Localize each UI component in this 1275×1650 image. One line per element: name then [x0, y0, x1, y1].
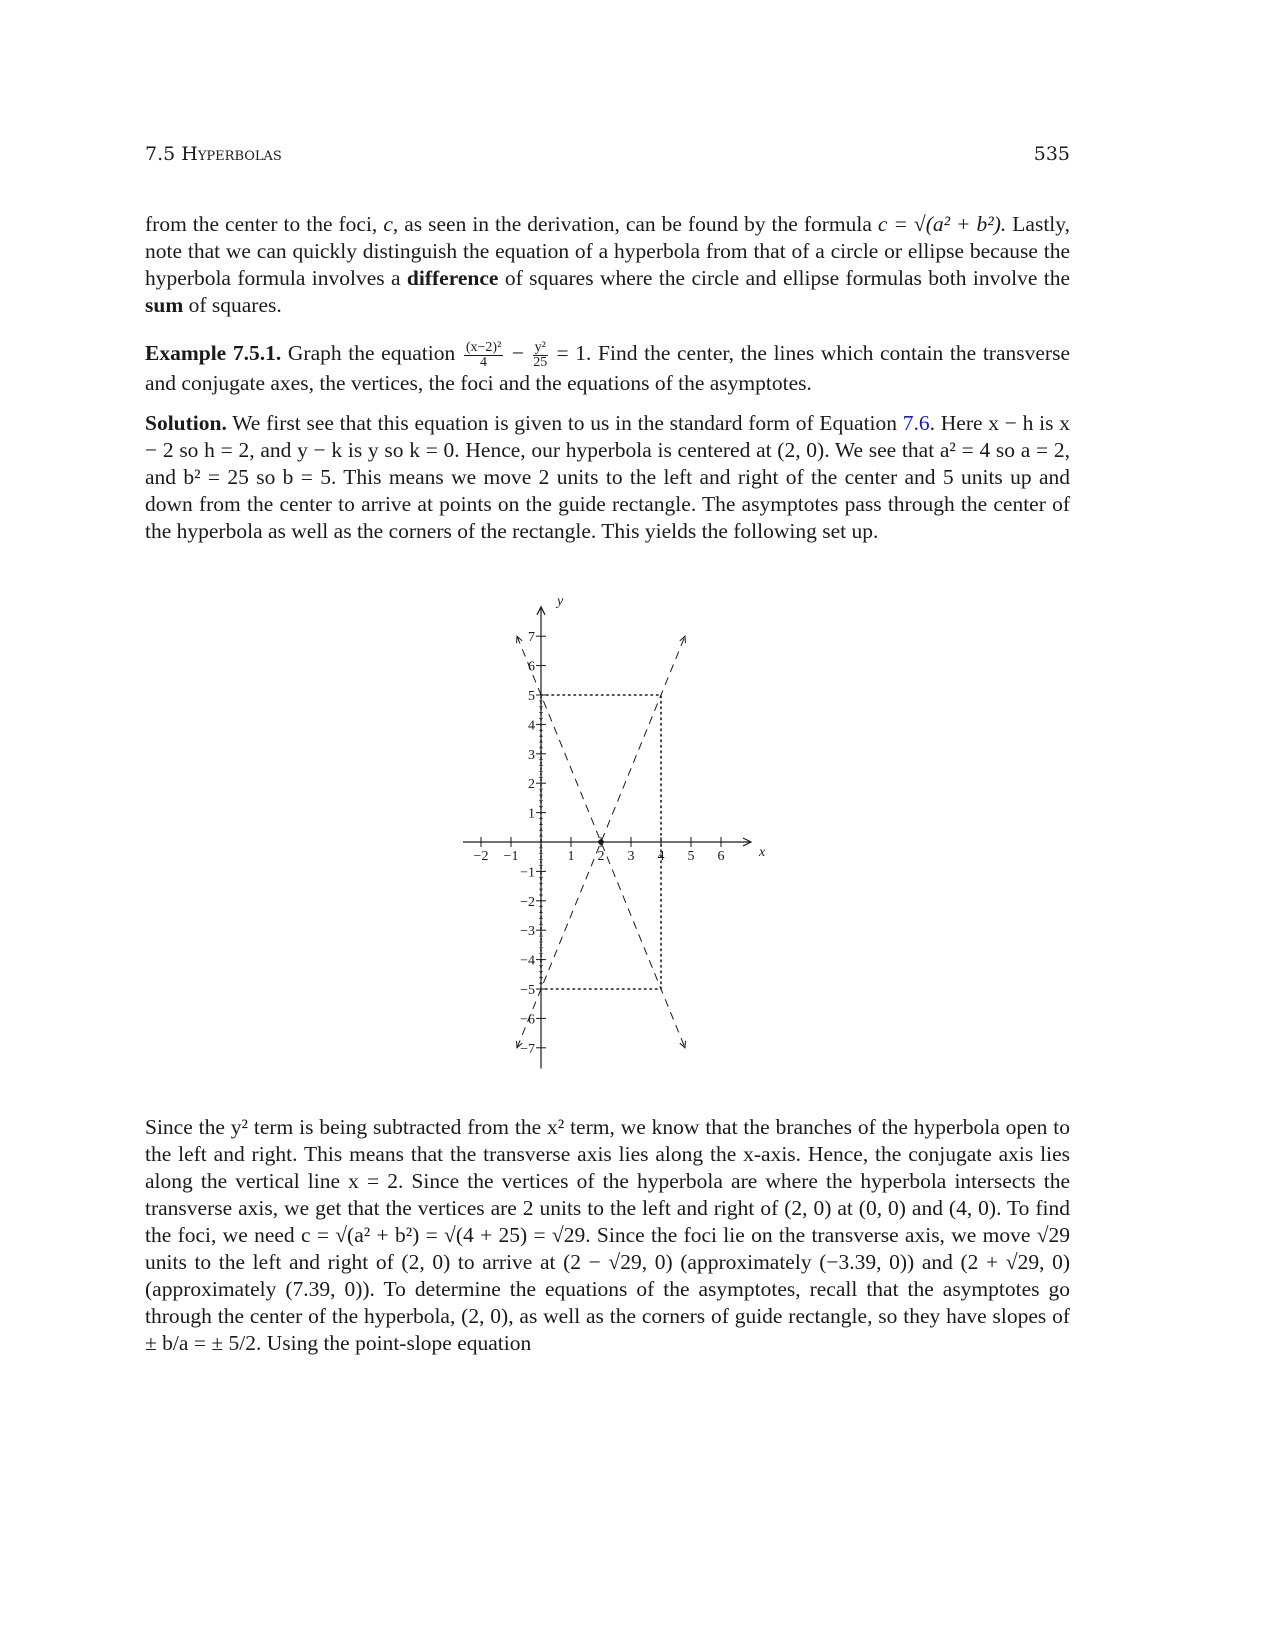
fraction-y-term: $\frac{\text{y²}}{25}$	[533, 339, 548, 370]
y-tick-label: 1	[528, 806, 535, 822]
x-tick-label: 3	[627, 849, 635, 864]
x-tick-label: −1	[503, 849, 519, 864]
example-label: Example 7.5.1.	[145, 341, 282, 365]
y-tick-label: −3	[520, 924, 535, 940]
equation-reference-link[interactable]: 7.6	[902, 411, 930, 435]
x-axis-label: x	[759, 845, 766, 860]
center-point	[598, 839, 604, 845]
y-axis-label: y	[557, 593, 564, 609]
y-tick-label: −2	[520, 894, 535, 910]
x-tick-label: −2	[473, 849, 489, 864]
foci-formula: c = √(a² + b²).	[877, 212, 1007, 236]
hyperbola-setup-graph	[440, 590, 780, 1090]
y-tick-label: −5	[520, 983, 535, 998]
x-tick-label: 1	[567, 849, 575, 864]
example-7-5-1: Example 7.5.1. Graph the equation $\frac{\text{(x−2)²}}{4}$ − $\frac{\text{y²}}{25}$ = 1. Find the center, the lines which contain the transverse and conjugate axes, the vertices, the foci and the equations of the asymptotes.	[145, 339, 1070, 395]
fraction-x-term: $\frac{\text{(x−2)²}}{4}$	[465, 339, 502, 370]
y-tick-label: −1	[520, 865, 535, 881]
solution-paragraph: Solution. We first see that this equation is given to us in the standard form of Equation 7.6. Here x − h is x − 2 so h = 2, and y − k is y so k = 0. Hence, our hyperbola is centered at (2, 0). We see that a² = 4 so a = 2, and b² = 25 so b = 5. This means we move 2 units to the left and right of the center and 5 units up and down from the center to arrive at points on the guide rectangle. The asymptotes pass through the center of the hyperbola as well as the corners of the rectangle. This yields the following set up.	[145, 411, 1070, 543]
y-tick-label: 2	[528, 777, 535, 793]
emphasis-sum: sum	[145, 293, 184, 317]
y-tick-label: 6	[528, 659, 535, 675]
x-tick-label: 2	[597, 849, 605, 864]
y-tick-label: −4	[520, 953, 535, 969]
y-tick-label: 4	[528, 718, 535, 734]
solution-label: Solution.	[145, 411, 227, 435]
page-number: 535	[1033, 143, 1070, 165]
x-tick-label: 5	[687, 849, 695, 864]
intro-paragraph: from the center to the foci, c, as seen in the derivation, can be found by the formula c = √(a² + b²). Lastly, note that we can quickly distinguish the equation of a hyperbola from that of a circle or ellipse because the hyperbola formula involves a difference of squares where the circle and ellipse formulas both involve the sum of squares.	[145, 212, 1070, 317]
running-header	[145, 143, 1070, 169]
x-tick-label: 6	[717, 849, 725, 864]
graph-svg	[440, 590, 780, 1090]
y-tick-label: 5	[528, 689, 535, 704]
x-tick-label: 4	[657, 849, 665, 864]
y-tick-label: 3	[528, 747, 535, 763]
y-tick-label: −7	[520, 1041, 535, 1057]
y-tick-label: 7	[528, 630, 535, 646]
y-tick-label: −6	[520, 1012, 535, 1028]
conclusion-paragraph: Since the y² term is being subtracted from the x² term, we know that the branches of the hyperbola open to the left and right. This means that the transverse axis lies along the x-axis. Hence, the conjugate axis lies along the vertical line x = 2. Since the vertices of the hyperbola are where the hyperbola intersects the transverse axis, we get that the vertices are 2 units to the left and right of (2, 0) at (0, 0) and (4, 0). To find the foci, we need c = √(a² + b²) = √(4 + 25) = √29. Since the foci lie on the transverse axis, we move √29 units to the left and right of (2, 0) to arrive at (2 − √29, 0) (approximately (−3.39, 0)) and (2 + √29, 0) (approximately (7.39, 0)). To determine the equations of the asymptotes, recall that the asymptotes go through the center of the hyperbola, (2, 0), as well as the corners of guide rectangle, so they have slopes of ± b/a = ± 5/2. Using the point-slope equation	[145, 1115, 1070, 1355]
section-title: 7.5 Hyperbolas	[145, 143, 282, 165]
emphasis-difference: difference	[406, 266, 499, 290]
